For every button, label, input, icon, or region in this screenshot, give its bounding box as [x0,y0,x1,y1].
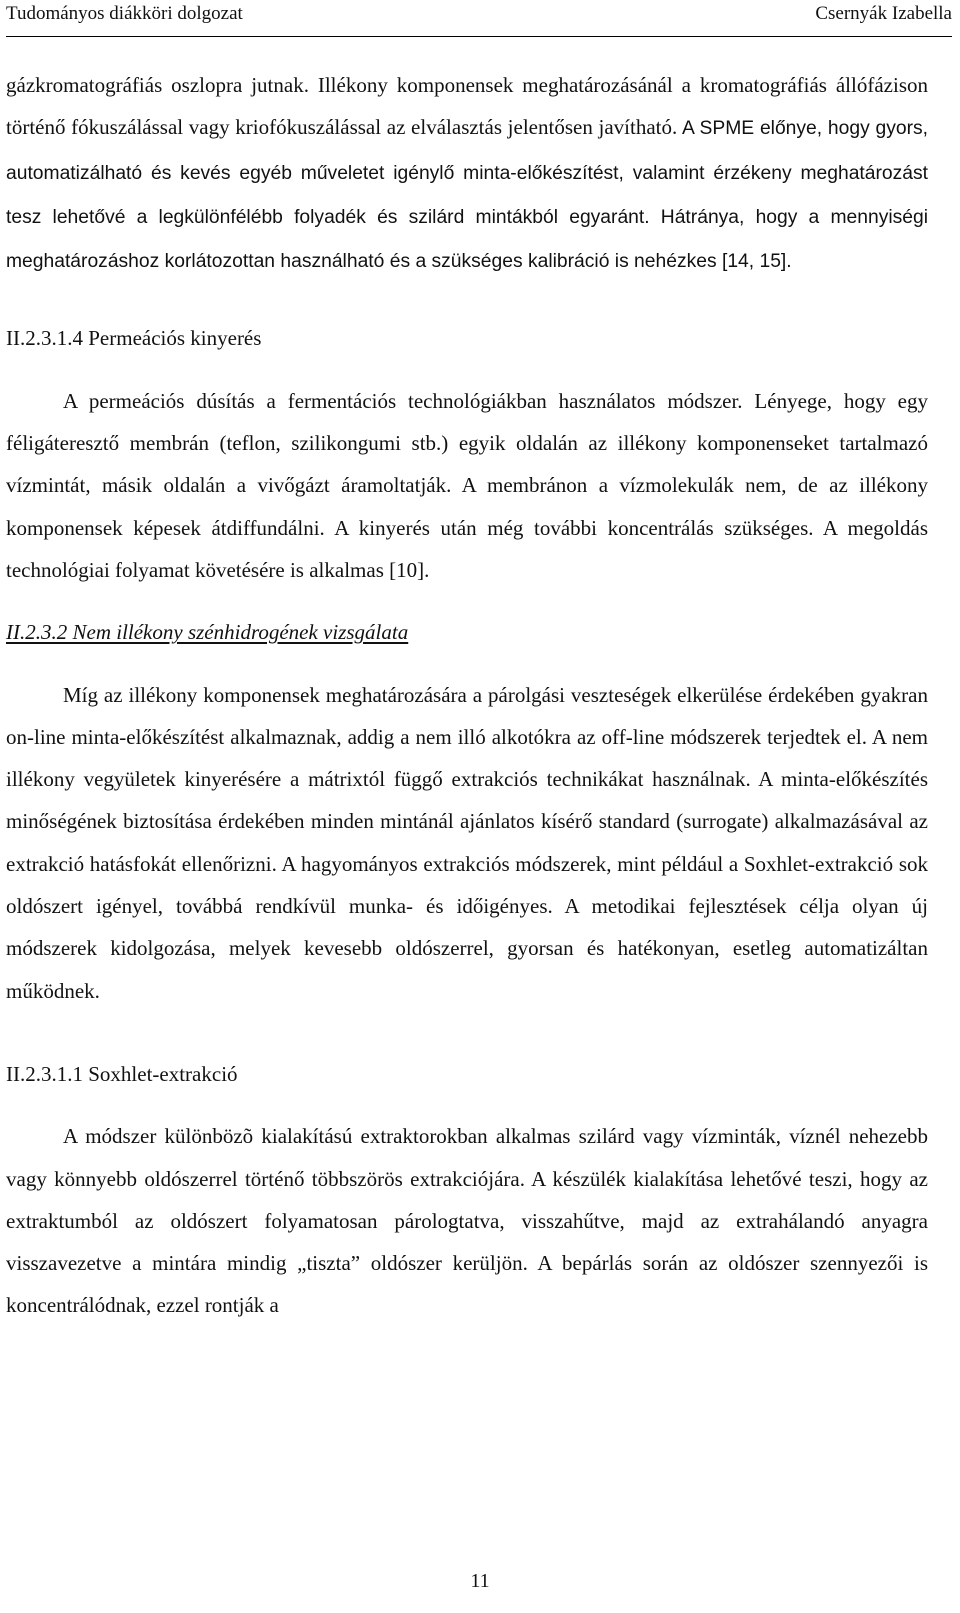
document-body [6,64,928,1327]
section-heading-soxhlet: II.2.3.1.1 Soxhlet-extrakció [6,1061,238,1086]
page-header [6,0,952,37]
paragraph-spme-part1: gázkromatográfiás oszlopra jutnak. Illékony komponensek meghatározásánál a kromatográfiás állófázison történő fókuszálással vagy kriofókuszálással az elválasztás jelentősen javítható. [6,73,928,140]
page-number: 11 [470,1570,490,1592]
paragraph-spme [6,64,928,283]
header-author: Csernyák Izabella [815,3,952,24]
paragraph-spme-part2: A SPME előnye, hogy gyors, automatizálható és kevés egyéb műveletet igénylő minta-előkészítést, valamint érzékeny meghatározást tesz lehetővé a legkülönfélébb folyadék és szilárd mintákból egyaránt. Hátránya, hogy a mennyiségi meghatározáshoz korlátozottan használható és a szükséges kalibráció is nehézkes [14, 15]. [6,118,928,273]
paragraph-permeation: A permeációs dúsítás a fermentációs technológiákban használatos módszer. Lényege, hogy egy féligáteresztő membrán (teflon, szilikongumi stb.) egyik oldalán az illékony komponenseket tartalmazó vízmintát, másik oldalán a vivőgázt áramoltatják. A membránon a vízmolekulák nem, de az illékony komponensek képesek átdiffundálni. A kinyerés után még további koncentrálás szükséges. A megoldás technológiai folyamat követésére is alkalmas [10]. [6,388,928,582]
section-heading-nonvolatile: II.2.3.2 Nem illékony szénhidrogének vizsgálata [6,620,409,645]
header-title: Tudományos diákköri dolgozat [6,3,243,24]
paragraph-nonvolatile: Míg az illékony komponensek meghatározására a párolgási veszteségek elkerülése érdekében gyakran on-line minta-előkészítést alkalmaznak, addig a nem illó alkotókra az off-line módszerek terjedtek el. A nem illékony vegyületek kinyerésére a mátrixtól függő extrakciós technikákat használnak. A minta-előkészítés minőségének biztosítása érdekében minden mintánál ajánlatos kísérő standard (surrogate) alkalmazásával az extrakció hatásfokát ellenőrizni. A hagyományos extrakciós módszerek, mint például a Soxhlet-extrakció sok oldószert igényel, továbbá rendkívül munka- és időigényes. A metodikai fejlesztések célja olyan új módszerek kidolgozása, melyek kevesebb oldószerrel, gyorsan és hatékonyan, esetleg automatizáltan működnek. [6,682,928,1003]
paragraph-soxhlet: A módszer különbözõ kialakítású extraktorokban alkalmas szilárd vagy vízminták, víznél nehezebb vagy könnyebb oldószerrel történő többszörös extrakciójára. A készülék kialakítása lehetővé teszi, hogy az extraktumból az oldószert folyamatosan párologtatva, visszahűtve, majd az extrahálandó anyagra visszavezetve a mintára mindig „tiszta” oldószer kerüljön. A bepárlás során az oldószer szennyezői is koncentrálódnak, ezzel rontják a [6,1124,928,1318]
section-heading-permeation: II.2.3.1.4 Permeációs kinyerés [6,326,262,351]
